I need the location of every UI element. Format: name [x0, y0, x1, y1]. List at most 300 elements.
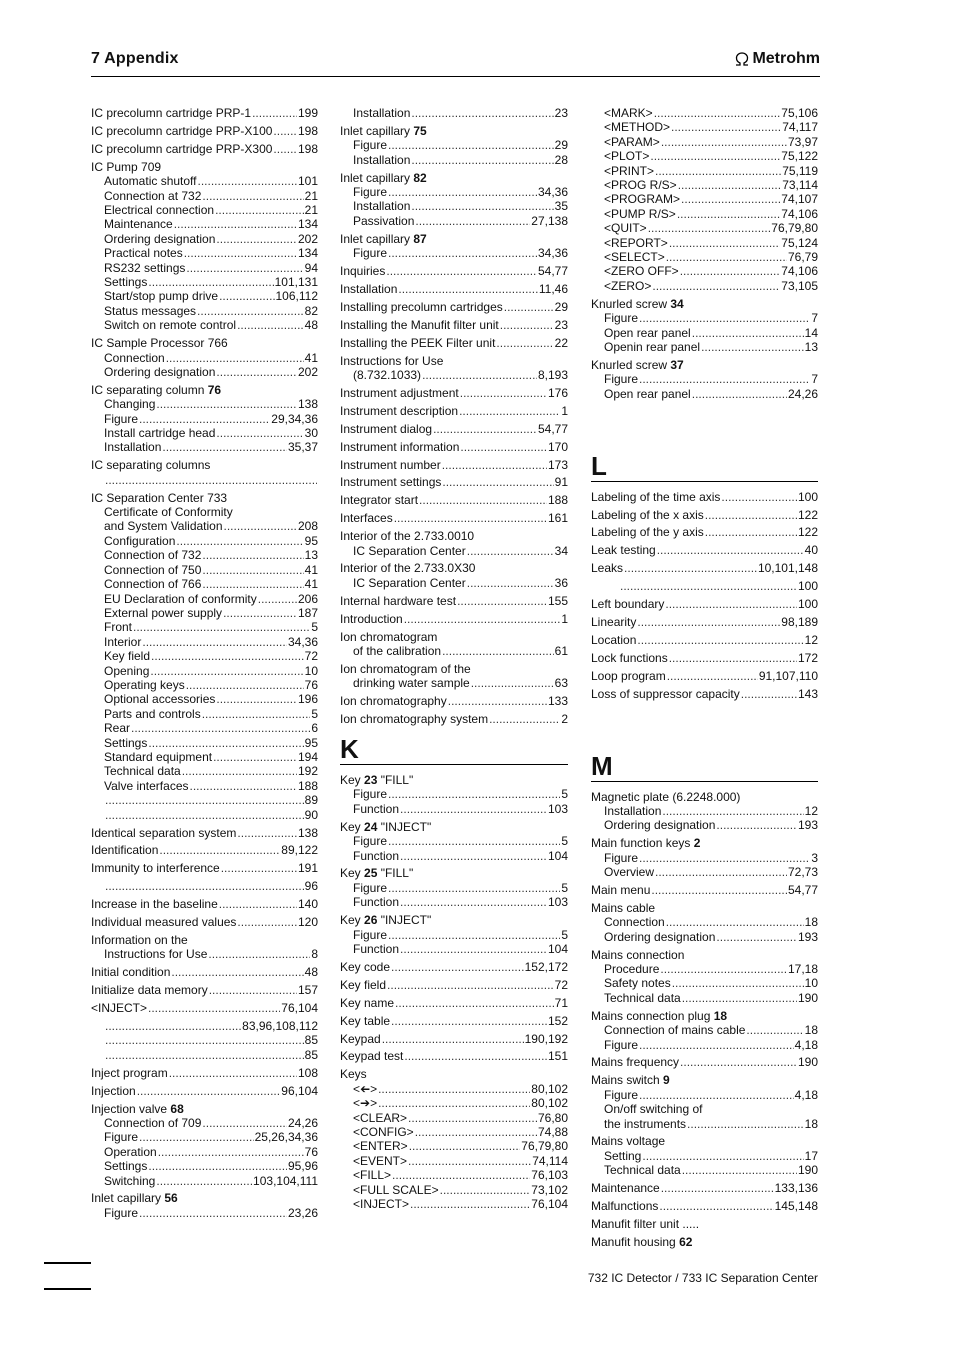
leader-dots [202, 577, 303, 591]
page-numbers: 74,114 [532, 1153, 568, 1168]
leader-dots [642, 1149, 803, 1163]
letter-divider [340, 764, 568, 765]
page-numbers: 12 [804, 632, 818, 647]
leader-dots [202, 707, 311, 721]
index-term [591, 901, 818, 915]
entry-label: <FILL> [353, 1168, 392, 1183]
page-numbers: 18 [804, 1023, 818, 1038]
page-numbers: 190 [797, 1055, 818, 1070]
index-entry [91, 1001, 318, 1015]
page-numbers: 54,77 [537, 264, 568, 279]
index-subentry [591, 192, 818, 206]
index-subentry [91, 592, 318, 606]
page-numbers: 18 [804, 1116, 818, 1131]
page-numbers: 21 [304, 188, 318, 203]
page-numbers: 100 [797, 597, 818, 612]
index-letter-heading: K [340, 734, 359, 765]
leader-dots [639, 1038, 794, 1052]
entry-label: <PUMP R/S> [604, 206, 676, 221]
page-numbers: 199 [297, 106, 318, 120]
entry-label: Malfunctions [591, 1199, 659, 1214]
page-header [91, 46, 820, 77]
index-term [340, 404, 568, 418]
entry-label: <PLOT> [604, 149, 650, 164]
page-numbers: 72 [304, 649, 318, 664]
index-entry [591, 687, 818, 701]
index-subentry [91, 620, 318, 634]
leader-dots [215, 203, 304, 217]
leader-dots [139, 1130, 254, 1144]
index-term [91, 160, 318, 174]
leader-dots [460, 440, 547, 454]
page-numbers: 104 [547, 848, 568, 863]
entry-label: Configuration [104, 533, 176, 548]
entry-label: Installation [604, 803, 662, 818]
entry-label: <PROGRAM> [604, 192, 681, 207]
entry-label: Instrument information [340, 439, 460, 454]
entry-label: Connection of 766 [104, 577, 202, 592]
page-numbers: 17,18 [787, 961, 818, 976]
leader-dots [162, 440, 287, 454]
entry-label: Standard equipment [104, 749, 213, 764]
page-numbers: 100 [797, 489, 818, 504]
leader-dots [741, 687, 797, 701]
page-numbers: 76,104 [531, 1197, 568, 1211]
index-entry [591, 1199, 818, 1213]
index-subentry [591, 236, 818, 250]
page-numbers: 76,80 [537, 1110, 568, 1125]
brand-logo [734, 50, 820, 68]
page-numbers: 27,138 [531, 213, 568, 228]
figure-ref-number: 87 [413, 231, 427, 246]
index-subentry [340, 544, 568, 558]
index-subentry [91, 1048, 318, 1062]
entry-label: Figure [604, 1037, 639, 1052]
leader-dots [156, 1174, 252, 1188]
index-entry [91, 879, 318, 893]
entry-label: IC separating columns [91, 458, 211, 473]
leader-dots [666, 915, 804, 929]
index-term [340, 300, 568, 314]
entry-label: Interior [104, 634, 142, 649]
entry-gap [340, 727, 568, 731]
leader-dots [105, 879, 304, 893]
leader-dots [388, 787, 560, 801]
index-entry [91, 897, 318, 911]
entry-label: Technical data [604, 990, 681, 1005]
index-subentry [91, 721, 318, 735]
index-entry [340, 913, 568, 956]
index-subentry [340, 849, 568, 863]
page-numbers: 72 [554, 977, 568, 992]
leader-dots [388, 928, 560, 942]
entry-label: Connection of 709 [104, 1115, 202, 1130]
entry-label: Key field [340, 977, 387, 992]
entry-label: Immunity to interference [91, 861, 220, 876]
entry-label: Mains frequency [591, 1055, 680, 1070]
entry-label: Connection [104, 350, 165, 365]
index-subentry [591, 1149, 818, 1163]
index-subentry [91, 1206, 318, 1220]
index-term [340, 960, 568, 974]
index-subentry [591, 311, 818, 325]
entry-label: Ordering designation [604, 929, 716, 944]
entry-label: Ion chromatogram [340, 629, 438, 644]
index-entry [340, 820, 568, 863]
leader-dots [105, 1019, 241, 1033]
index-entry [340, 1032, 568, 1046]
index-term [591, 883, 818, 897]
index-subentry [591, 340, 818, 354]
entry-label: Certificate of Conformity [104, 505, 233, 520]
entry-label: Figure [353, 138, 388, 153]
entry-label: <METHOD> [604, 120, 671, 135]
entry-label: Key name [340, 995, 395, 1010]
page-numbers: 40 [804, 543, 818, 558]
entry-label: Figure [604, 1087, 639, 1102]
entry-label: Instrument settings [340, 475, 442, 490]
entry-label: Settings [104, 274, 148, 289]
index-subentry [591, 991, 818, 1005]
leader-dots [655, 865, 787, 879]
entry-label: Switch on remote control [104, 318, 237, 333]
leader-dots [639, 311, 810, 325]
entry-label: <INJECT> [353, 1197, 410, 1211]
page-numbers: 10 [804, 976, 818, 991]
leader-dots [655, 164, 781, 178]
index-term [591, 836, 818, 850]
index-subentry [340, 214, 568, 228]
entry-label: Loss of suppressor capacity [591, 686, 740, 701]
entry-label: Parts and controls [104, 706, 201, 721]
index-term [591, 1217, 818, 1231]
entry-label: Installing precolumn cartridges [340, 299, 503, 314]
page-numbers: 54,77 [537, 421, 568, 436]
page-numbers: 95 [304, 735, 318, 750]
entry-label: Figure [353, 834, 388, 849]
index-term [340, 561, 568, 575]
entry-label: Knurled screw 34 [591, 296, 684, 311]
entry-label: Practical notes [104, 246, 183, 261]
leader-dots [387, 978, 554, 992]
entry-label: IC precolumn cartridge PRP-X300 [91, 141, 273, 156]
index-term [340, 1067, 568, 1081]
index-term [340, 354, 568, 368]
leader-dots [652, 279, 780, 293]
leader-dots [209, 983, 297, 997]
footer-rule-top [44, 1262, 91, 1264]
index-term [591, 1073, 818, 1087]
leader-dots [415, 214, 530, 228]
entry-label: Key table [340, 1013, 391, 1028]
page-numbers: 74,107 [781, 192, 818, 207]
leader-dots [137, 1084, 281, 1098]
index-entry [340, 282, 568, 296]
index-entry [340, 354, 568, 383]
index-entry [340, 511, 568, 525]
index-subentry [340, 368, 568, 382]
entry-label: Front [104, 620, 133, 635]
leader-dots [637, 633, 803, 647]
index-subentry [91, 275, 318, 289]
entry-label: <REPORT> [604, 235, 668, 250]
leader-dots [400, 802, 547, 816]
leader-dots [467, 576, 554, 590]
index-term [591, 651, 818, 665]
index-term [340, 493, 568, 507]
entry-label: Inlet capillary 56 [91, 1191, 178, 1206]
entry-label: Overview [604, 865, 655, 880]
leader-dots [650, 149, 780, 163]
page-numbers: 103,104,111 [253, 1173, 318, 1188]
entry-label: Manufit filter unit ..... [591, 1216, 700, 1231]
leader-dots [659, 1199, 773, 1213]
leader-dots [409, 1139, 521, 1153]
page-numbers: 41 [304, 350, 318, 365]
leader-dots [148, 736, 303, 750]
entry-label: Interior of the 2.733.0010 [340, 529, 475, 544]
index-term [91, 1001, 318, 1015]
index-term [591, 543, 818, 557]
page-numbers: 23 [554, 317, 568, 332]
page-numbers: 75,124 [781, 235, 818, 250]
leader-dots [388, 185, 537, 199]
index-subentry [340, 153, 568, 167]
leader-dots [221, 861, 297, 875]
index-term [591, 490, 818, 504]
figure-ref-number: 37 [670, 357, 684, 372]
page-numbers: 198 [297, 141, 318, 156]
entry-label: Initial condition [91, 965, 171, 980]
leader-dots [665, 597, 797, 611]
index-term [340, 662, 568, 676]
leader-dots [158, 1145, 304, 1159]
entry-label: <PARAM> [604, 134, 660, 149]
leader-dots [213, 750, 297, 764]
index-subentry [591, 120, 818, 134]
page-numbers: 122 [797, 525, 818, 540]
entry-label: Key field [104, 649, 151, 664]
entry-label: Magnetic plate (6.2248.000) [591, 789, 741, 804]
page-numbers: 48 [304, 318, 318, 333]
leader-dots [198, 174, 297, 188]
index-term [591, 1009, 818, 1023]
index-subentry [91, 365, 318, 379]
entry-label: Key 26 "INJECT" [340, 913, 432, 928]
index-term [340, 712, 568, 726]
entry-label: Figure [604, 311, 639, 326]
page-numbers: 134 [297, 217, 318, 232]
leader-dots [687, 1117, 804, 1131]
leader-dots [657, 543, 804, 557]
index-entry [91, 933, 318, 962]
index-subentry [340, 1096, 568, 1110]
page-numbers: 120 [297, 915, 318, 930]
page-numbers: 173 [547, 457, 568, 472]
footer-rule-bottom [44, 1288, 91, 1290]
index-entry [340, 458, 568, 472]
index-letter-heading: M [591, 750, 613, 781]
index-subentry [91, 304, 318, 318]
page-numbers: 133,136 [774, 1181, 818, 1196]
page-numbers: 73,105 [781, 278, 818, 293]
entry-label: Key 25 "FILL" [340, 866, 414, 881]
entry-label: Introduction [340, 611, 403, 626]
page-numbers: 188 [297, 778, 318, 793]
entry-label: Figure [353, 927, 388, 942]
index-term [340, 440, 568, 454]
entry-label: Inlet capillary 82 [340, 170, 427, 185]
index-entry [91, 383, 318, 455]
index-entry [340, 1014, 568, 1028]
index-term [591, 669, 818, 683]
page-numbers: 108 [297, 1065, 318, 1080]
page-numbers: 157 [297, 983, 318, 998]
page-numbers: 10 [304, 663, 318, 678]
entry-label: Labeling of the x axis [591, 507, 704, 522]
page-numbers: 12 [804, 803, 818, 818]
leader-dots [169, 1066, 297, 1080]
entry-label: Installation [340, 281, 398, 296]
page-numbers: 34 [554, 543, 568, 558]
entry-label: Leak testing [591, 543, 656, 558]
index-subentry [340, 834, 568, 848]
leader-dots [105, 793, 304, 807]
leader-dots [398, 282, 537, 296]
page-numbers: 138 [297, 825, 318, 840]
figure-ref-number: 25 [364, 866, 378, 881]
page-numbers: 71 [554, 995, 568, 1010]
index-entry [340, 264, 568, 278]
index-term [591, 687, 818, 701]
entry-label: the instruments [604, 1116, 687, 1131]
page-numbers: 193 [797, 818, 818, 833]
leader-dots [202, 548, 303, 562]
index-subentry [591, 976, 818, 990]
entry-label: Labeling of the time axis [591, 489, 721, 504]
leader-dots [388, 246, 537, 260]
index-subentry [91, 412, 318, 426]
page-numbers: 96 [304, 879, 318, 894]
figure-ref-number: 18 [713, 1008, 728, 1023]
page-numbers: 29,34,36 [271, 411, 318, 426]
index-subentry [340, 185, 568, 199]
letter-divider [591, 781, 818, 782]
page-numbers: 96,104 [281, 1083, 318, 1098]
page-numbers: 73,97 [787, 134, 818, 149]
index-entry [591, 901, 818, 944]
index-term [591, 633, 818, 647]
index-subentry [340, 895, 568, 909]
leader-dots [182, 764, 297, 778]
index-entry [340, 978, 568, 992]
index-subentry [591, 372, 818, 386]
index-entry [91, 1102, 318, 1188]
index-subentry [91, 1019, 318, 1033]
page-numbers: 72,73 [787, 865, 818, 880]
page-numbers: 23 [554, 106, 568, 120]
index-subentry [91, 635, 318, 649]
entry-label: Mains connection [591, 947, 685, 962]
entry-label: Ordering designation [604, 818, 716, 833]
index-subentry [591, 106, 818, 120]
page-numbers: 35 [554, 199, 568, 214]
entry-label: IC Separation Center [353, 575, 466, 590]
index-term [91, 1066, 318, 1080]
page-numbers: 100 [797, 579, 818, 594]
entry-label: Connection [604, 915, 665, 930]
entry-label: IC Separation Center 733 [91, 490, 228, 505]
index-term [340, 282, 568, 296]
index-term [340, 386, 568, 400]
index-subentry [91, 664, 318, 678]
page-numbers: 41 [304, 577, 318, 592]
entry-label: Status messages [104, 303, 197, 318]
entry-label: Internal hardware test [340, 593, 457, 608]
leader-dots [176, 534, 303, 548]
index-term [340, 612, 568, 626]
index-term [91, 336, 318, 350]
index-term [91, 1084, 318, 1098]
entry-label: Automatic shutoff [104, 174, 197, 189]
index-column-1 [91, 106, 318, 1224]
index-term [91, 383, 318, 397]
entry-label: Technical data [104, 764, 181, 779]
index-entry [591, 948, 818, 1006]
page-numbers: 103 [547, 895, 568, 910]
leader-dots [415, 1125, 537, 1139]
index-subentry [591, 962, 818, 976]
figure-ref-number: 26 [364, 913, 378, 928]
index-subentry [91, 426, 318, 440]
entry-label: drinking water sample [353, 676, 470, 691]
entry-label: Mains switch 9 [591, 1073, 670, 1088]
index-subentry [591, 164, 818, 178]
entry-label: Mains voltage [591, 1134, 666, 1149]
index-term [340, 232, 568, 246]
index-term [340, 1049, 568, 1063]
index-entry [91, 965, 318, 979]
index-entry [591, 106, 818, 293]
index-subentry [91, 764, 318, 778]
page-numbers: 151 [547, 1049, 568, 1064]
index-entry [591, 561, 818, 575]
index-term [91, 897, 318, 911]
leader-dots [223, 606, 297, 620]
index-entry [340, 232, 568, 261]
page-numbers: 208 [297, 519, 318, 534]
entry-label: <SELECT> [604, 250, 665, 265]
figure-ref-number: 68 [170, 1101, 184, 1116]
index-term [91, 983, 318, 997]
footer-title: 732 IC Detector / 733 IC Separation Center [587, 1271, 818, 1285]
leader-dots [216, 692, 297, 706]
entry-label: Function [353, 942, 400, 956]
page-numbers: 29 [554, 138, 568, 153]
index-term [340, 422, 568, 436]
index-term [340, 264, 568, 278]
index-entry [591, 836, 818, 879]
entry-label: Opening [104, 663, 150, 678]
leader-dots [156, 397, 297, 411]
entry-label: Open rear panel [604, 325, 691, 340]
leader-dots [467, 544, 554, 558]
leader-dots [404, 1049, 547, 1063]
entry-label: IC Separation Center [353, 543, 466, 558]
entry-label: <ENTER> [353, 1139, 408, 1154]
leader-dots [252, 106, 297, 120]
page-numbers: 22 [554, 335, 568, 350]
